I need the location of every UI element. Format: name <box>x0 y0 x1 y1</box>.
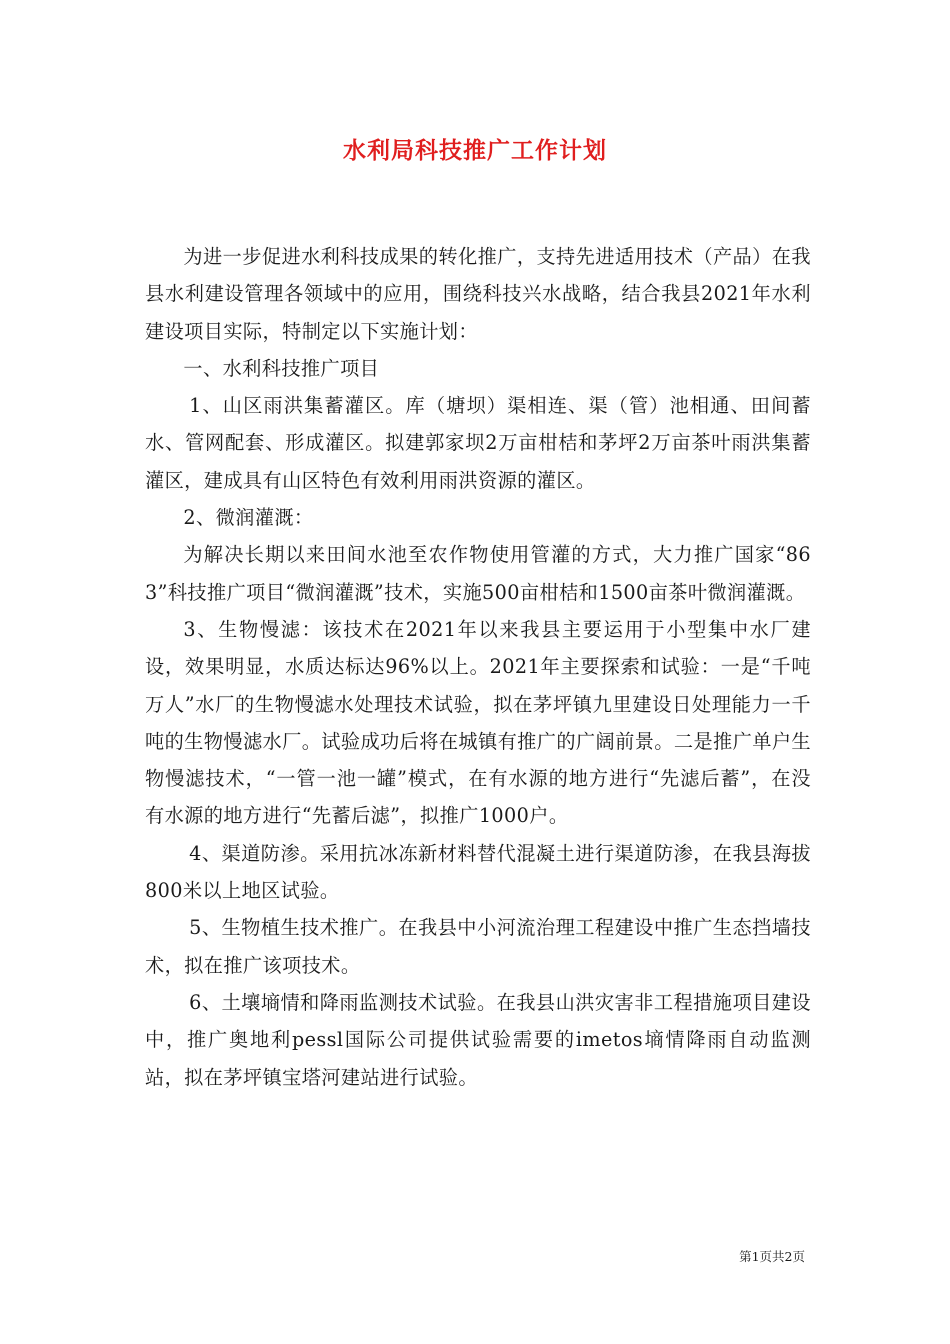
item-1-paragraph: 1、山区雨洪集蓄灌区。库（塘坝）渠相连、渠（管）池相通、田间蓄水、管网配套、形成灌区。拟建郭家坝2万亩柑桔和茅坪2万亩茶叶雨洪集蓄灌区，建成具有山区特色有效利用雨洪资源的灌区。 <box>145 394 811 492</box>
item-4-paragraph: 4、渠道防渗。采用抗冰冻新材料替代混凝土进行渠道防渗，在我县海拔800米以上地区试验。 <box>145 841 811 903</box>
item-6-paragraph: 6、土壤墒情和降雨监测技术试验。在我县山洪灾害非工程措施项目建设中，推广奥地利pessl国际公司提供试验需要的imetos墒情降雨自动监测站，拟在茅坪镇宝塔河建站进行试验。 <box>145 990 811 1089</box>
page-number: 第1页共2页 <box>739 1249 805 1264</box>
item-3-paragraph: 3、生物慢滤：该技术在2021年以来我县主要运用于小型集中水厂建设，效果明显，水质达标达96%以上。2021年主要探索和试验：一是“千吨万人”水厂的生物慢滤水处理技术试验，拟在茅坪镇九里建设日处理能力一千吨的生物慢滤水厂。试验成功后将在城镇有推广的广阔前景。二是推广单户生物慢滤技术，“一管一池一罐”模式，在有水源的地方进行“先滤后蓄”，在没有水源的地方进行“先蓄后滤”，拟推广1000户。 <box>145 617 811 828</box>
section-heading: 一、水利科技推广项目 <box>183 356 380 380</box>
intro-paragraph: 为进一步促进水利科技成果的转化推广，支持先进适用技术（产品）在我县水利建设管理各领域中的应用，围绕科技兴水战略，结合我县2021年水利建设项目实际，特制定以下实施计划： <box>145 245 811 343</box>
item-2-paragraph: 为解决长期以来田间水池至农作物使用管灌的方式，大力推广国家“863”科技推广项目“微润灌溉”技术，实施500亩柑桔和1500亩茶叶微润灌溉。 <box>145 543 811 604</box>
item-5-paragraph: 5、生物植生技术推广。在我县中小河流治理工程建设中推广生态挡墙技术，拟在推广该项技术。 <box>145 916 811 977</box>
page-title: 水利局科技推广工作计划 <box>343 137 607 164</box>
document-body <box>145 238 811 1096</box>
item-2-heading: 2、微润灌溉： <box>183 506 314 530</box>
